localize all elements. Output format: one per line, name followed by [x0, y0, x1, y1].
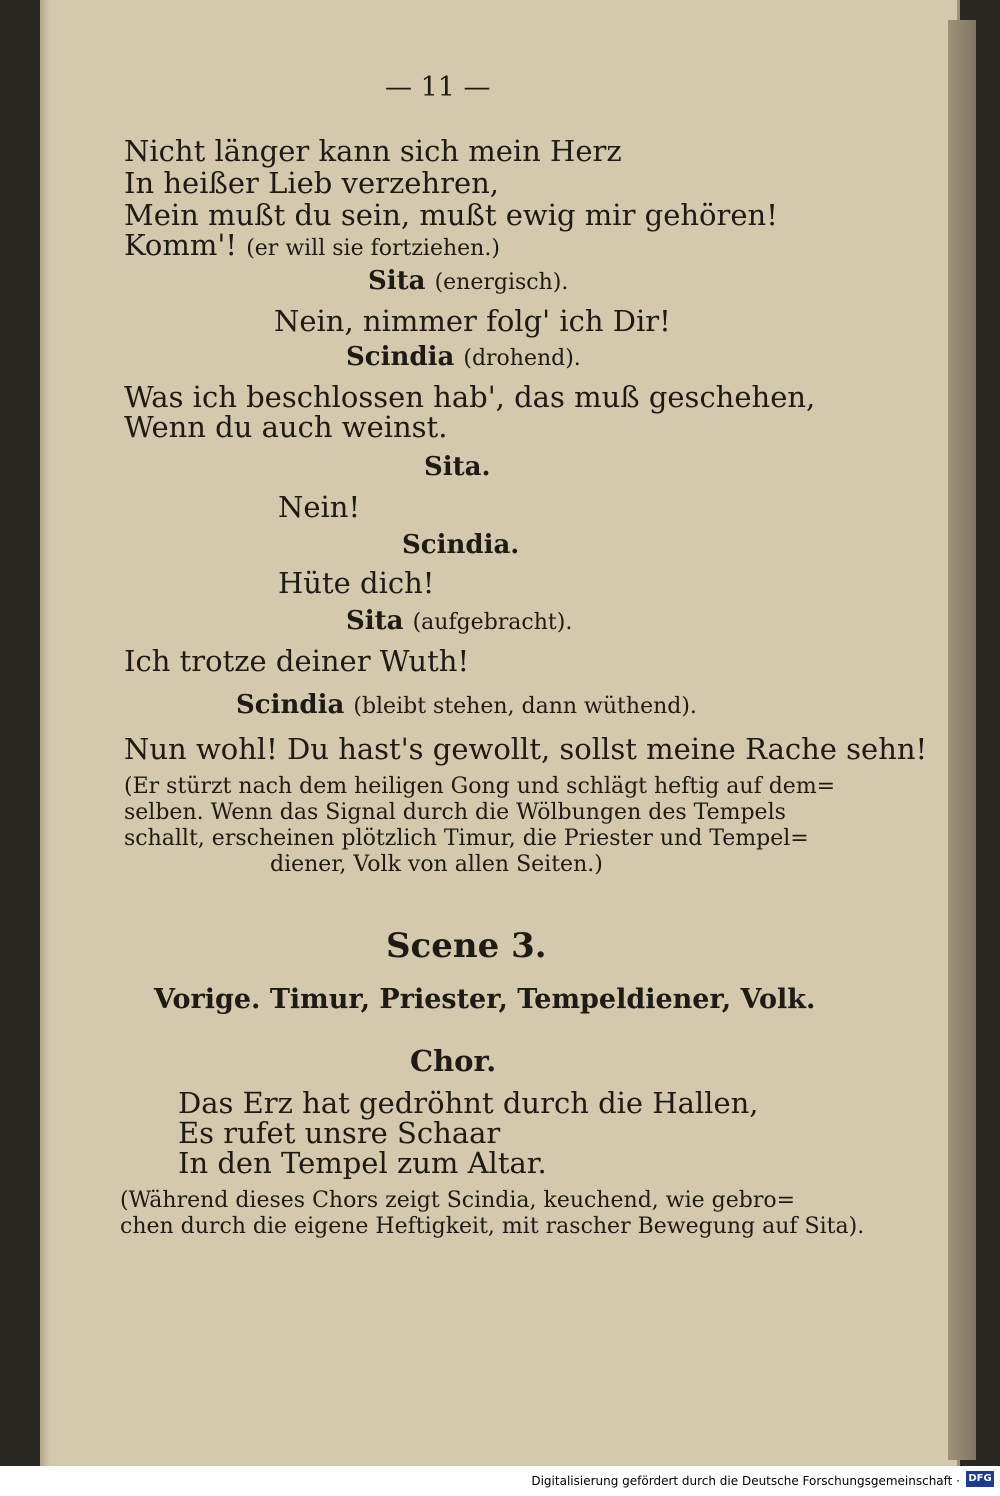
verse-line: Nein, nimmer folg' ich Dir!	[274, 304, 671, 338]
speaker-heading	[346, 606, 572, 636]
stage-direction: (energisch).	[434, 270, 569, 295]
speaker-heading	[368, 266, 568, 296]
verse-line: Nun wohl! Du hast's gewollt, sollst meine Rache sehn!	[124, 732, 928, 766]
verse-line	[124, 228, 500, 262]
verse-line: Nein!	[278, 490, 361, 524]
page-edge	[948, 20, 976, 1460]
verse-line: Es rufet unsre Schaar	[178, 1116, 501, 1150]
footer-bar	[0, 1466, 1000, 1496]
verse-line: Wenn du auch weinst.	[124, 410, 448, 444]
speaker-name: Sita	[346, 606, 404, 636]
stage-direction: (bleibt stehen, dann wüthend).	[353, 694, 697, 719]
stage-direction: chen durch die eigene Heftigkeit, mit rascher Bewegung auf Sita).	[120, 1214, 865, 1239]
stage-direction: diener, Volk von allen Seiten.)	[270, 852, 603, 877]
verse-text: Komm'!	[124, 228, 237, 262]
book-page	[40, 0, 960, 1466]
stage-direction: (aufgebracht).	[412, 610, 573, 635]
stage-direction: (Er stürzt nach dem heiligen Gong und schlägt heftig auf dem=	[124, 774, 836, 799]
scene-heading: Scene 3.	[386, 926, 547, 966]
speaker-name: Scindia.	[402, 530, 520, 560]
speaker-name: Sita	[368, 266, 426, 296]
dfg-logo: DFG	[966, 1471, 994, 1487]
verse-line: Das Erz hat gedröhnt durch die Hallen,	[178, 1086, 759, 1120]
verse-line: Nicht länger kann sich mein Herz	[124, 134, 622, 168]
stage-direction: (er will sie fortziehen.)	[246, 236, 500, 261]
stage-direction: (Während dieses Chors zeigt Scindia, keuchend, wie gebro=	[120, 1188, 796, 1213]
stage-direction: selben. Wenn das Signal durch die Wölbungen des Tempels	[124, 800, 786, 825]
verse-line: Hüte dich!	[278, 566, 435, 600]
stage-direction: (drohend).	[463, 346, 581, 371]
cast-list: Vorige. Timur, Priester, Tempeldiener, Volk.	[154, 984, 816, 1015]
verse-line: In heißer Lieb verzehren,	[124, 166, 500, 200]
speaker-name: Scindia	[346, 342, 455, 372]
verse-line: Was ich beschlossen hab', das muß geschehen,	[124, 380, 816, 414]
funding-note: Digitalisierung gefördert durch die Deutsche Forschungsgemeinschaft ·	[531, 1474, 960, 1488]
speaker-name: Sita.	[424, 452, 491, 482]
speaker-heading	[236, 690, 697, 720]
speaker-name: Chor.	[410, 1044, 497, 1078]
stage-direction: schallt, erscheinen plötzlich Timur, die Priester und Tempel=	[124, 826, 809, 851]
verse-line: In den Tempel zum Altar.	[178, 1146, 547, 1180]
speaker-heading	[346, 342, 581, 372]
page-number: — 11 —	[385, 72, 491, 103]
verse-line: Ich trotze deiner Wuth!	[124, 644, 470, 678]
verse-line: Mein mußt du sein, mußt ewig mir gehören!	[124, 198, 778, 232]
speaker-name: Scindia	[236, 690, 345, 720]
